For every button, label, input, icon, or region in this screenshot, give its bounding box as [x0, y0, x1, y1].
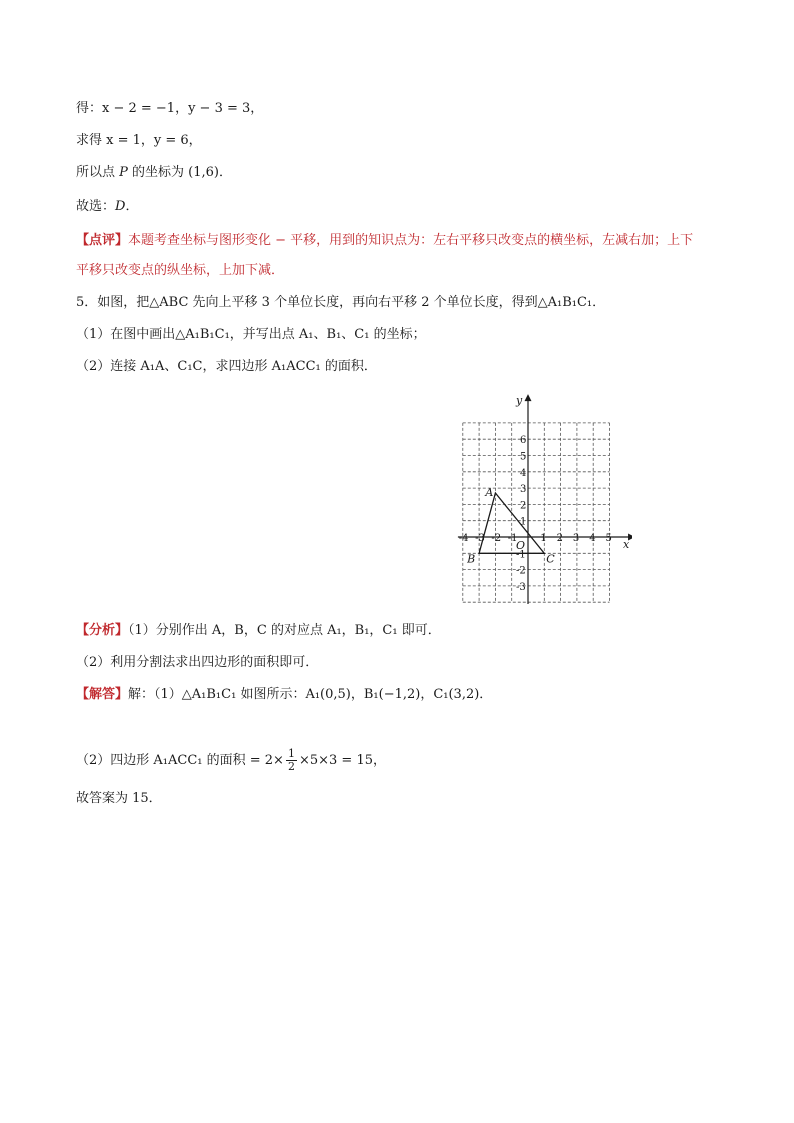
comment-tag: 【点评】	[76, 233, 129, 248]
vertex-b-label: B	[467, 552, 476, 566]
answer-2-a: （2）四边形 A₁ACC₁ 的面积 = 2×	[76, 753, 284, 768]
line-3-a: 所以点	[76, 165, 120, 180]
line-4-b: ．	[125, 199, 139, 214]
y-tick-label: -2	[516, 565, 526, 577]
comment-line-1	[76, 232, 693, 250]
comment-line-2: 平移只改变点的纵坐标，上加下减．	[76, 263, 285, 278]
line-3	[76, 164, 232, 182]
question-5-part-1: （1）在图中画出△A₁B₁C₁，并写出点 A₁、B₁、C₁ 的坐标；	[76, 327, 426, 342]
answer-line-1	[76, 686, 492, 704]
y-axis-label: y	[516, 394, 523, 408]
y-tick-label: 5	[520, 451, 527, 463]
line-3-b: 的坐标为 (1,6)．	[127, 165, 232, 180]
analysis-text-1: （1）分别作出 A，B，C 的对应点 A₁，B₁，C₁ 即可．	[128, 623, 441, 638]
answer-line-3: 故答案为 15．	[76, 791, 162, 806]
analysis-line-1	[76, 622, 441, 640]
x-tick-label: 4	[589, 533, 596, 544]
x-axis-label: x	[623, 538, 630, 551]
dashed-grid	[463, 423, 610, 602]
choice-d: D	[115, 199, 126, 214]
analysis-tag: 【分析】	[76, 623, 129, 638]
answer-line-2	[76, 748, 386, 773]
x-tick-label: 3	[572, 533, 580, 544]
comment-text-1: 本题考查坐标与图形变化 − 平移，用到的知识点为：左右平移只改变点的横坐标，左减右加；上下	[128, 233, 694, 248]
y-tick-label: 3	[520, 484, 527, 496]
y-tick-label: -3	[516, 581, 526, 593]
x-tick-label: 5	[605, 533, 612, 544]
line-4	[76, 198, 138, 216]
vertex-c-label: C	[546, 552, 555, 566]
y-axis-arrow	[525, 394, 532, 401]
x-tick-label: -4	[458, 533, 469, 544]
y-tick-label: -1	[516, 549, 526, 561]
x-tick-label: -1	[507, 533, 518, 544]
question-5: 5．如图，把△ABC 先向上平移 3 个单位长度，再向右平移 2 个单位长度，得到△A₁B₁C₁．	[76, 295, 606, 310]
vertex-a-label: A	[485, 485, 494, 499]
line-1: 得：x − 2 = −1，y − 3 = 3，	[76, 101, 264, 116]
x-tick-label: -2	[491, 533, 502, 544]
y-tick-label: 6	[520, 435, 527, 447]
origin-label: O	[516, 539, 526, 552]
fraction-half	[286, 748, 297, 773]
y-tick-label: 1	[520, 516, 527, 528]
line-4-a: 故选：	[76, 199, 116, 214]
fraction-denominator: 2	[287, 760, 295, 773]
fraction-numerator: 1	[287, 747, 295, 760]
y-tick-label: 4	[520, 467, 527, 479]
coordinate-grid-figure	[446, 392, 632, 604]
axes	[458, 394, 632, 604]
answer-text-1: 解：（1）△A₁B₁C₁ 如图所示：A₁(0,5)，B₁(−1,2)，C₁(3,2)．	[128, 687, 493, 702]
y-tick-label: 2	[520, 500, 527, 512]
answer-2-b: ×5×3 = 15，	[298, 753, 386, 768]
answer-tag: 【解答】	[76, 687, 129, 702]
x-tick-label: -3	[475, 533, 485, 544]
x-tick-label: 2	[556, 533, 563, 544]
line-2: 求得 x = 1，y = 6，	[76, 133, 202, 148]
question-5-part-2: （2）连接 A₁A、C₁C，求四边形 A₁ACC₁ 的面积．	[76, 359, 377, 374]
point-p: P	[119, 165, 128, 180]
x-tick-label: 1	[540, 533, 547, 544]
analysis-line-2: （2）利用分割法求出四边形的面积即可．	[76, 655, 319, 670]
